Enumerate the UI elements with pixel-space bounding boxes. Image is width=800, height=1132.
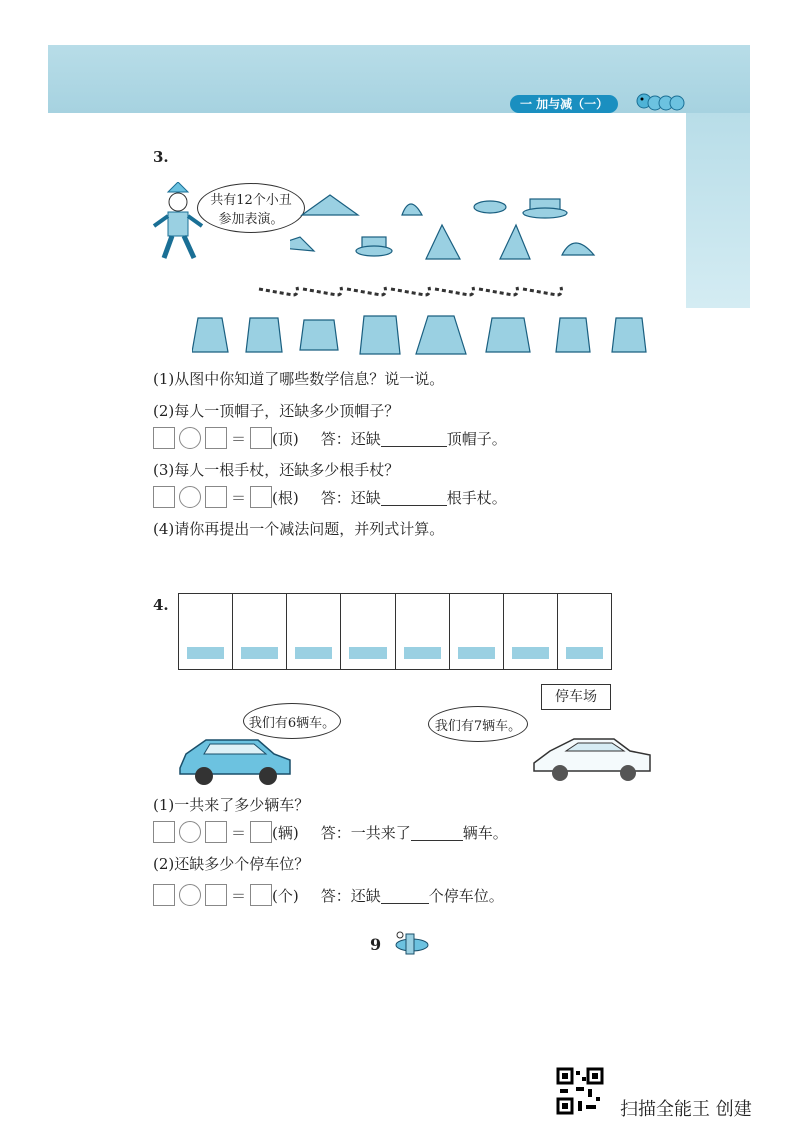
- answer-box[interactable]: [250, 427, 272, 449]
- hats-illustration: [290, 185, 730, 265]
- parking-lot-sign: 停车场: [541, 684, 611, 710]
- answer-box[interactable]: [250, 884, 272, 906]
- clown-speech-text: 共有12个小丑参加表演。: [210, 193, 292, 227]
- unit-label: (顶): [272, 429, 299, 448]
- answer-blank[interactable]: [381, 430, 447, 447]
- right-car-speech-bubble: [428, 706, 528, 742]
- answer-box[interactable]: [205, 884, 227, 906]
- q4-equation-2: [153, 884, 504, 906]
- answer-box[interactable]: [250, 821, 272, 843]
- equals-sign: ＝: [231, 823, 247, 842]
- q3-equation-2: [153, 486, 507, 508]
- parking-slot: [287, 594, 341, 669]
- parking-slots: [178, 593, 612, 670]
- q4-question-2: (2)还缺多少个停车位？: [153, 855, 310, 873]
- answer-suffix: 顶帽子。: [446, 429, 507, 448]
- answer-prefix: 答：一共来了: [320, 823, 411, 842]
- answer-box[interactable]: [205, 821, 227, 843]
- answer-blank[interactable]: [411, 824, 463, 841]
- answer-box[interactable]: [153, 486, 175, 508]
- parking-slot: [233, 594, 287, 669]
- chapter-title: 一 加与减（一）: [510, 95, 618, 113]
- page-number: 9: [370, 935, 382, 954]
- unit-label: (根): [272, 488, 299, 507]
- parking-slot: [450, 594, 504, 669]
- parking-slot: [504, 594, 558, 669]
- q3-equation-1: [153, 427, 507, 449]
- q3-question-3: (3)每人一根手杖，还缺多少根手杖？: [153, 461, 400, 479]
- operator-circle[interactable]: [179, 884, 201, 906]
- answer-prefix: 答：还缺: [320, 886, 381, 905]
- answer-suffix: 辆车。: [462, 823, 508, 842]
- canes-illustration: [255, 283, 565, 305]
- parking-slot: [179, 594, 233, 669]
- answer-prefix: 答：还缺: [320, 429, 381, 448]
- question-3-number: 3.: [153, 148, 169, 166]
- blue-car-illustration: [176, 732, 296, 788]
- scanner-watermark: 扫描全能王 创建: [620, 1099, 752, 1120]
- answer-box[interactable]: [153, 821, 175, 843]
- answer-blank[interactable]: [381, 887, 429, 904]
- airplane-icon: [392, 930, 432, 956]
- unit-label: (个): [272, 886, 299, 905]
- clown-speech-bubble: [197, 183, 305, 233]
- operator-circle[interactable]: [179, 486, 201, 508]
- costumes-illustration: [192, 312, 662, 358]
- answer-box[interactable]: [153, 427, 175, 449]
- question-4-number: 4.: [153, 596, 169, 614]
- q4-equation-1: [153, 821, 508, 843]
- clown-illustration: [150, 182, 206, 264]
- equals-sign: ＝: [231, 886, 247, 905]
- caterpillar-icon: [636, 87, 688, 115]
- q3-question-4: (4)请你再提出一个减法问题，并列式计算。: [153, 520, 445, 538]
- equals-sign: ＝: [231, 488, 247, 507]
- q4-question-1: (1)一共来了多少辆车？: [153, 796, 310, 814]
- operator-circle[interactable]: [179, 821, 201, 843]
- answer-box[interactable]: [205, 427, 227, 449]
- q3-question-1: (1)从图中你知道了哪些数学信息？说一说。: [153, 370, 445, 388]
- white-car-illustration: [530, 733, 654, 783]
- answer-prefix: 答：还缺: [320, 488, 381, 507]
- answer-box[interactable]: [205, 486, 227, 508]
- parking-slot: [341, 594, 395, 669]
- right-car-speech-text: 我们有7辆车。: [434, 718, 522, 734]
- q3-question-2: (2)每人一顶帽子，还缺多少顶帽子？: [153, 402, 400, 420]
- answer-blank[interactable]: [381, 489, 447, 506]
- parking-slot: [558, 594, 611, 669]
- operator-circle[interactable]: [179, 427, 201, 449]
- answer-suffix: 个停车位。: [428, 886, 504, 905]
- left-car-speech-text: 我们有6辆车。: [248, 715, 336, 731]
- answer-box[interactable]: [153, 884, 175, 906]
- answer-box[interactable]: [250, 486, 272, 508]
- unit-label: (辆): [272, 823, 299, 842]
- qr-code-icon: [556, 1067, 604, 1115]
- equals-sign: ＝: [231, 429, 247, 448]
- answer-suffix: 根手杖。: [446, 488, 507, 507]
- parking-slot: [396, 594, 450, 669]
